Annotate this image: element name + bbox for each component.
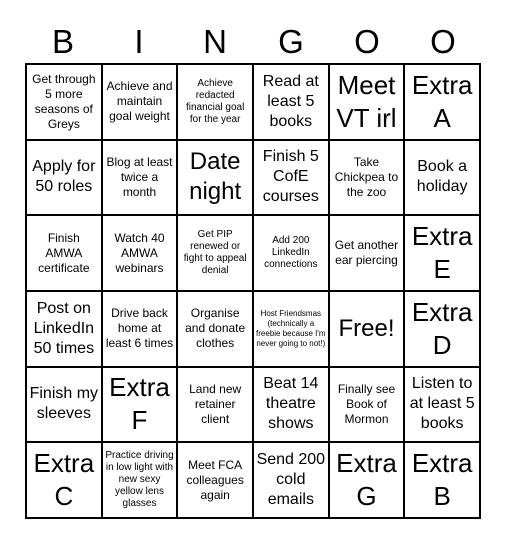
- bingo-cell[interactable]: [404, 442, 480, 518]
- bingo-cell[interactable]: [404, 64, 480, 140]
- bingo-cell[interactable]: [404, 140, 480, 216]
- bingo-cell[interactable]: [177, 367, 253, 443]
- bingo-cell[interactable]: [177, 442, 253, 518]
- bingo-cell[interactable]: [253, 291, 329, 367]
- cell-text: Get PIP renewed or fight to appeal denial: [183, 229, 247, 277]
- header-letter: B: [51, 23, 74, 60]
- cell-text: Book a holiday: [416, 158, 468, 196]
- bingo-cell[interactable]: [177, 291, 253, 367]
- cell-text: Finish my sleeves: [29, 385, 99, 423]
- bingo-cell[interactable]: [102, 291, 178, 367]
- cell-text: Watch 40 AMWA webinars: [114, 230, 165, 275]
- bingo-cell[interactable]: [26, 140, 102, 216]
- cell-text: Achieve redacted financial goal for the year: [185, 77, 245, 125]
- cell-text: Blog at least twice a month: [106, 154, 173, 199]
- bingo-cell[interactable]: [26, 291, 102, 367]
- header-letter: G: [278, 23, 304, 60]
- cell-text: Free!: [338, 314, 395, 342]
- cell-text: Send 200 cold emails: [256, 451, 326, 509]
- bingo-grid: [25, 63, 481, 519]
- bingo-cell[interactable]: [26, 215, 102, 291]
- cell-text: Finish AMWA certificate: [38, 230, 90, 275]
- cell-text: Beat 14 theatre shows: [263, 375, 319, 433]
- cell-text: Get another ear piercing: [334, 238, 399, 268]
- cell-text: Land new retainer client: [189, 381, 242, 426]
- bingo-cell[interactable]: [253, 215, 329, 291]
- bingo-cell[interactable]: [102, 215, 178, 291]
- cell-text: Extra E: [411, 221, 473, 285]
- bingo-cell[interactable]: [253, 442, 329, 518]
- bingo-cell[interactable]: [253, 140, 329, 216]
- bingo-cell[interactable]: [177, 140, 253, 216]
- cell-text: Post on LinkedIn 50 times: [33, 299, 95, 357]
- bingo-cell[interactable]: [329, 140, 405, 216]
- cell-text: Get through 5 more seasons of Greys: [32, 71, 96, 131]
- bingo-cell[interactable]: [177, 64, 253, 140]
- bingo-cell[interactable]: [329, 367, 405, 443]
- cell-text: Achieve and maintain goal weight: [106, 79, 173, 124]
- bingo-header: [25, 22, 481, 62]
- header-letter: N: [203, 23, 227, 60]
- bingo-cell[interactable]: [26, 442, 102, 518]
- cell-text: Listen to at least 5 books: [409, 375, 475, 433]
- cell-text: Drive back home at least 6 times: [105, 306, 174, 351]
- bingo-cell[interactable]: [102, 367, 178, 443]
- bingo-cell[interactable]: [329, 215, 405, 291]
- cell-text: Meet FCA colleagues again: [186, 457, 244, 502]
- cell-text: Extra C: [33, 448, 95, 512]
- bingo-cell[interactable]: [404, 291, 480, 367]
- cell-text: Finish 5 CofE courses: [262, 148, 319, 206]
- bingo-cell[interactable]: [102, 442, 178, 518]
- bingo-cell[interactable]: [329, 442, 405, 518]
- free-cell[interactable]: [329, 291, 405, 367]
- bingo-cell[interactable]: [253, 64, 329, 140]
- header-letter: O: [430, 23, 456, 60]
- cell-text: Take Chickpea to the zoo: [334, 154, 399, 199]
- bingo-cell[interactable]: [177, 215, 253, 291]
- cell-text: Date night: [189, 148, 242, 206]
- bingo-cell[interactable]: [26, 367, 102, 443]
- bingo-cell[interactable]: [26, 64, 102, 140]
- header-letter: O: [354, 23, 380, 60]
- bingo-cell[interactable]: [253, 367, 329, 443]
- header-letter: I: [134, 23, 144, 60]
- cell-text: Finally see Book of Mormon: [337, 381, 396, 426]
- cell-text: Apply for 50 roles: [32, 158, 96, 196]
- bingo-cell[interactable]: [329, 64, 405, 140]
- cell-text: Organise and donate clothes: [185, 306, 246, 351]
- cell-text: Extra F: [109, 372, 170, 436]
- cell-text: Extra B: [411, 448, 473, 512]
- cell-text: Read at least 5 books: [262, 72, 319, 130]
- cell-text: Extra G: [336, 448, 397, 512]
- bingo-cell[interactable]: [102, 140, 178, 216]
- bingo-cell[interactable]: [404, 215, 480, 291]
- cell-text: Extra A: [411, 69, 473, 133]
- cell-text: Host Friendsmas (technically a freebie because I'm never going to not!): [256, 308, 326, 348]
- cell-text: Meet VT irl: [336, 69, 397, 133]
- cell-text: Extra D: [411, 296, 473, 360]
- bingo-cell[interactable]: [404, 367, 480, 443]
- cell-text: Add 200 LinkedIn connections: [264, 235, 318, 271]
- cell-text: Practice driving in low light with new sexy yellow lens glasses: [105, 450, 174, 510]
- bingo-cell[interactable]: [102, 64, 178, 140]
